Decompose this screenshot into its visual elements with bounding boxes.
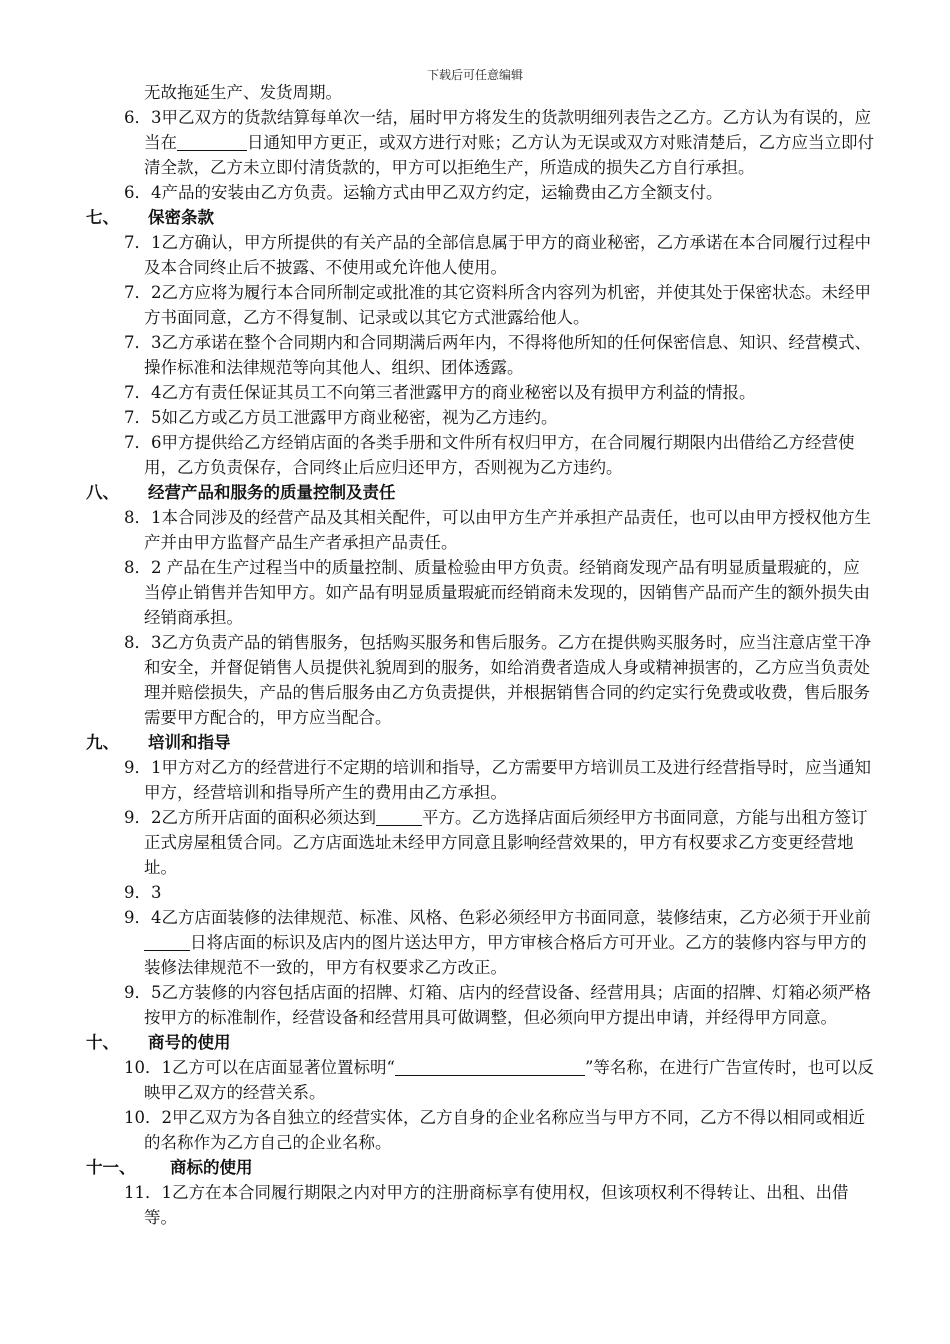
clause-8-1: 8．1本合同涉及的经营产品及其相关配件，可以由甲方生产并承担产品责任，也可以由甲方授权他方生产并由甲方监督产品生产者承担产品责任。 [124,508,871,552]
section-heading-7: 七、 保密条款 [86,208,214,227]
section-heading-9: 九、 培训和指导 [86,733,231,752]
clause-7-5: 7．5如乙方或乙方员工泄露甲方商业秘密，视为乙方违约。 [124,408,558,427]
fill-blank-days [177,133,247,151]
section-heading-8: 八、 经营产品和服务的质量控制及责任 [86,483,396,502]
clause-9-5: 9．5乙方装修的内容包括店面的招牌、灯箱、店内的经营设备、经营用具；店面的招牌、灯箱必须严格按甲方的标准制作，经营设备和经营用具可做调整，但必须向甲方提出申请，并经得甲方同意。 [124,983,871,1027]
clause-8-3: 8．3乙方负责产品的销售服务，包括购买服务和售后服务。乙方在提供购买服务时，应当注意店堂干净和安全，并督促销售人员提供礼貌周到的服务，如给消费者造成人身或精神损害的，乙方应当负责处理并赔偿损失，产品的售后服务由乙方负责提供，并根据销售合同的约定实行免费或收费，售后服务需要甲方配合的，甲方应当配合。 [124,633,871,727]
clause-10-2: 10．2甲乙双方为各自独立的经营实体，乙方自身的企业名称应当与甲方不同，乙方不得以相同或相近的名称作为乙方自己的企业名称。 [124,1108,865,1152]
fill-blank-area [376,808,422,826]
fill-blank-days [144,933,190,951]
header-note: 下载后可任意编辑 [426,68,523,82]
paragraph-continuation: 无故拖延生产、发货周期。 [144,83,342,102]
clause-8-2: 8．2 产品在生产过程当中的质量控制、质量检验由甲方负责。经销商发现产品有明显质量瑕疵的，应当停止销售并告知甲方。如产品有明显质量瑕疵而经销商未发现的，因销售产品而产生的额外损失由经销商承担。 [124,558,870,627]
clause-9-2: 9．2乙方所开店面的面积必须达到 平方。乙方选择店面后须经甲方书面同意，方能与出租方签订正式房屋租赁合同。乙方店面选址未经甲方同意且影响经营效果的，甲方有权要求乙方变更经营地址。 [124,808,868,877]
clause-6-3: 6．3甲乙双方的货款结算每单次一结，届时甲方将发生的货款明细列表告之乙方。乙方认为有误的，应当在 日通知甲方更正，或双方进行对账；乙方认为无误或双方对账清楚后，乙方应当立即付清全款，乙方未立即付清货款的，甲方可以拒绝生产，所造成的损失乙方自行承担。 [124,108,874,177]
fill-blank-name [395,1058,585,1076]
clause-10-1: 10．1乙方可以在店面显著位置标明“ ”等名称，在进行广告宣传时，也可以反映甲乙双方的经营关系。 [124,1058,874,1102]
clause-6-4: 6．4产品的安装由乙方负责。运输方式由甲乙双方约定，运输费由乙方全额支付。 [124,183,723,202]
section-heading-10: 十、 商号的使用 [86,1033,231,1052]
clause-7-4: 7．4乙方有责任保证其员工不向第三者泄露甲方的商业秘密以及有损甲方利益的情报。 [124,383,756,402]
section-heading-11: 十一、 商标的使用 [86,1158,253,1177]
clause-9-1: 9．1甲方对乙方的经营进行不定期的培训和指导，乙方需要甲方培训员工及进行经营指导时，应当通知甲方，经营培训和指导所产生的费用由乙方承担。 [124,758,871,802]
clause-9-3: 9．3 [124,883,162,902]
clause-7-2: 7．2乙方应将为履行本合同所制定或批准的其它资料所含内容列为机密，并使其处于保密状态。未经甲方书面同意，乙方不得复制、记录或以其它方式泄露给他人。 [124,283,871,327]
clause-11-1: 11．1乙方在本合同履行期限之内对甲方的注册商标享有使用权，但该项权利不得转让、出租、出借等。 [124,1183,849,1227]
contract-body [86,80,876,1230]
clause-9-4: 9．4乙方店面装修的法律规范、标准、风格、色彩必须经甲方书面同意，装修结束，乙方必须于开业前日将店面的标识及店内的图片送达甲方，甲方审核合格后方可开业。乙方的装修内容与甲方的装修法律规范不一致的，甲方有权要求乙方改正。 [124,908,871,977]
clause-7-1: 7．1乙方确认，甲方所提供的有关产品的全部信息属于甲方的商业秘密，乙方承诺在本合同履行过程中及本合同终止后不披露、不使用或允许他人使用。 [124,233,871,277]
clause-7-3: 7．3乙方承诺在整个合同期内和合同期满后两年内，不得将他所知的任何保密信息、知识、经营模式、操作标准和法律规范等向其他人、组织、团体透露。 [124,333,871,377]
clause-7-6: 7．6甲方提供给乙方经销店面的各类手册和文件所有权归甲方，在合同履行期限内出借给乙方经营使用，乙方负责保存，合同终止后应归还甲方，否则视为乙方违约。 [124,433,855,477]
